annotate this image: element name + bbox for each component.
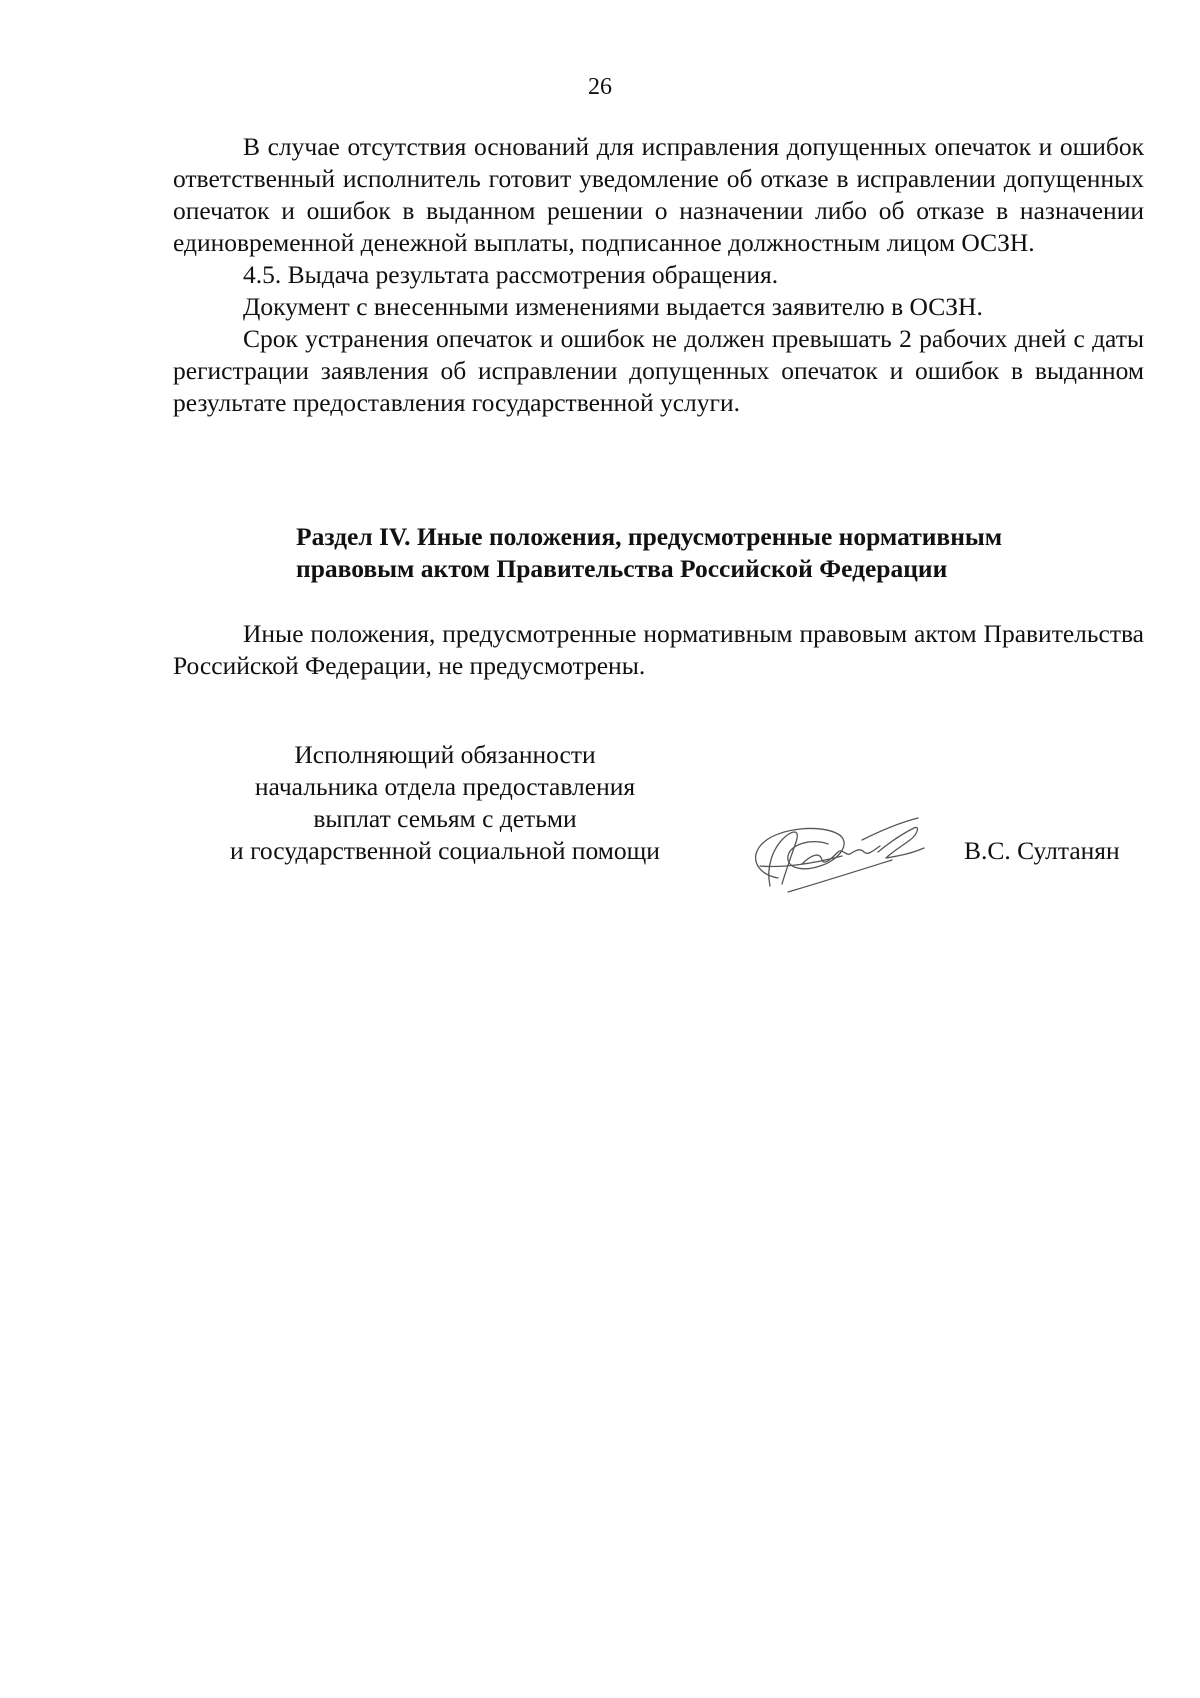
signer-position-line-2: начальника отдела предоставления <box>254 772 636 801</box>
section-iv-text <box>173 618 1144 682</box>
page-number: 26 <box>588 74 612 100</box>
paragraph-4-5-heading: 4.5. Выдача результата рассмотрения обращения. <box>243 260 779 289</box>
signer-position-line-1: Исполняющий обязанности <box>294 740 596 769</box>
paragraph-document-issued: Документ с внесенными изменениями выдается заявителю в ОСЗН. <box>243 292 983 321</box>
handwritten-signature <box>742 808 942 896</box>
signer-name: В.С. Султанян <box>964 836 1120 865</box>
paragraph-correction-deadline: Срок устранения опечаток и ошибок не должен превышать 2 рабочих дней с даты регистрации заявления об исправлении допущенных опечаток и ошибок в выданном результате предоставления государственной услуги. <box>173 324 1144 417</box>
signer-position <box>180 739 710 867</box>
section-iv-heading <box>296 521 1156 585</box>
signer-position-line-3: выплат семьям с детьми <box>313 804 577 833</box>
paragraph-other-provisions: Иные положения, предусмотренные нормативным правовым актом Правительства Российской Федерации, не предусмотрены. <box>173 619 1144 680</box>
section-iv-heading-line-2: правовым актом Правительства Российской Федерации <box>296 554 948 583</box>
paragraph-refusal-notice: В случае отсутствия оснований для исправления допущенных опечаток и ошибок ответственный исполнитель готовит уведомление об отказе в исправлении допущенных опечаток и ошибок в выданном решении о назначении либо об отказе в назначении единовременной денежной выплаты, подписанное должностным лицом ОСЗН. <box>173 132 1144 257</box>
section-4-5-text <box>173 131 1144 419</box>
signer-position-line-4: и государственной социальной помощи <box>230 836 660 865</box>
section-iv-heading-line-1: Раздел IV. Иные положения, предусмотренные нормативным <box>296 522 1003 551</box>
